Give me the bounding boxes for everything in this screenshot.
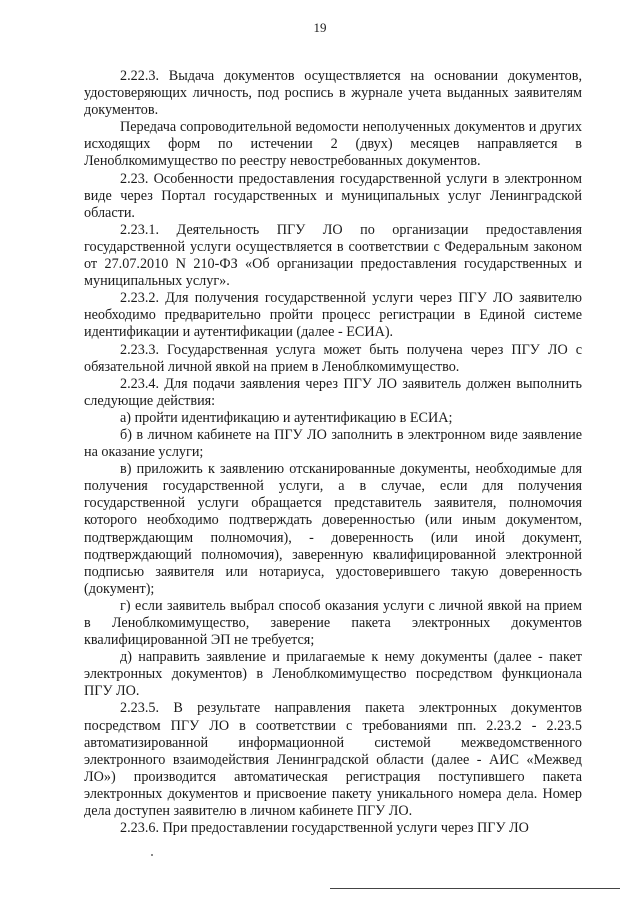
- list-item: г) если заявитель выбрал способ оказания услуги с личной явкой на прием в Леноблкомимущество, заверение пакета электронных документов квалифицированной ЭП не требуется;: [84, 597, 582, 649]
- bottom-rule: [330, 888, 620, 889]
- paragraph: 2.23.2. Для получения государственной услуги через ПГУ ЛО заявителю необходимо предварительно пройти процесс регистрации в Единой системе идентификации и аутентификации (далее - ЕСИА).: [84, 290, 582, 341]
- paragraph: 2.23.1. Деятельность ПГУ ЛО по организации предоставления государственной услуги осуществляется в соответствии с Федеральным законом от 27.07.2010 N 210-ФЗ «Об организации предоставления государственных и муниципальных услуг».: [84, 221, 582, 290]
- paragraph: 2.23.6. При предоставлении государственной услуги через ПГУ ЛО: [120, 820, 529, 837]
- paragraph: 2.23.3. Государственная услуга может быть получена через ПГУ ЛО с обязательной личной явкой на прием в Леноблкомимущество.: [84, 341, 582, 375]
- list-item: в) приложить к заявлению отсканированные документы, необходимые для получения государственной услуги, а в случае, если для получения государственной услуги обращается представитель заявителя, полномочия которого необходимо подтверждать доверенностью (или иным документом, подтверждающим полномочия), - доверенность (или иной документ, подтверждающий полномочия), заверенную квалифицированной электронной подписью заявителя или нотариуса, удостоверившего такую доверенность (документ);: [84, 461, 582, 597]
- list-item: а) пройти идентификацию и аутентификацию в ЕСИА;: [120, 409, 453, 426]
- paragraph: 2.23.5. В результате направления пакета электронных документов посредством ПГУ ЛО в соответствии с требованиями пп. 2.23.2 - 2.23.5 автоматизированной информационной системой межведомственного электронного взаимодействия Ленинградской области (далее - АИС «Межвед ЛО») производится автоматическая регистрация поступившего пакета электронных документов и присвоение пакету уникального номера дела. Номер дела доступен заявителю в личном кабинете ПГУ ЛО.: [84, 700, 582, 820]
- list-item: б) в личном кабинете на ПГУ ЛО заполнить в электронном виде заявление на оказание услуги;: [84, 426, 582, 461]
- paragraph: 2.22.3. Выдача документов осуществляется на основании документов, удостоверяющих личность, под роспись в журнале учета выданных заявителям документов.: [84, 68, 582, 119]
- paragraph: 2.23. Особенности предоставления государственной услуги в электронном виде через Портал государственных и муниципальных услуг Ленинградской области.: [84, 170, 582, 221]
- page-number: 19: [313, 20, 327, 35]
- list-item: д) направить заявление и прилагаемые к нему документы (далее - пакет электронных документов) в Леноблкомимущество посредством функционала ПГУ ЛО.: [84, 649, 582, 700]
- paragraph: 2.23.4. Для подачи заявления через ПГУ ЛО заявитель должен выполнить следующие действия:: [84, 375, 582, 409]
- document-body: [84, 68, 582, 837]
- paragraph: Передача сопроводительной ведомости неполученных документов и других исходящих форм по истечении 2 (двух) месяцев направляется в Леноблкомимущество по реестру невостребованных документов.: [84, 119, 582, 170]
- scan-speck: [151, 854, 153, 856]
